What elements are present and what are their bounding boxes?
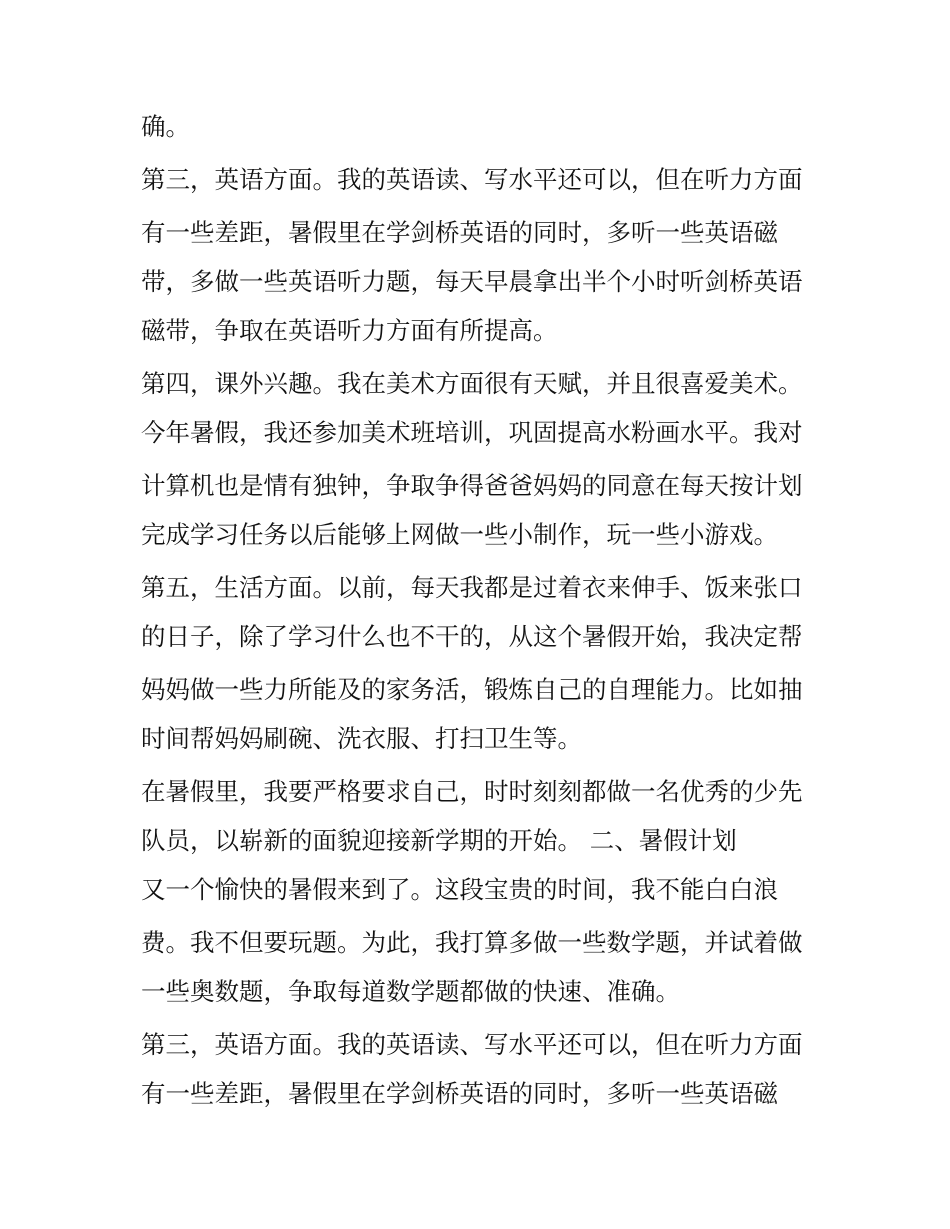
text-line: 第四，课外兴趣。我在美术方面很有天赋，并且很喜爱美术。 (141, 369, 803, 398)
text-line: 费。我不但要玩题。为此，我打算多做一些数学题，并试着做 (141, 928, 803, 957)
text-line: 第三，英语方面。我的英语读、写水平还可以，但在听力方面 (141, 1030, 803, 1059)
text-line: 确。 (141, 112, 190, 141)
text-line: 队员，以崭新的面貌迎接新学期的开始。 二、暑假计划 (141, 826, 737, 855)
text-line: 在暑假里，我要严格要求自己，时时刻刻都做一名优秀的少先 (141, 777, 803, 806)
text-line: 又一个愉快的暑假来到了。这段宝贵的时间，我不能白白浪 (141, 875, 778, 904)
text-line: 第五，生活方面。以前，每天我都是过着衣来伸手、饭来张口 (141, 573, 803, 602)
text-line: 的日子，除了学习什么也不干的，从这个暑假开始，我决定帮 (141, 622, 803, 651)
text-line: 计算机也是情有独钟，争取争得爸爸妈妈的同意在每天按计划 (141, 471, 803, 500)
text-line: 今年暑假，我还参加美术班培训，巩固提高水粉画水平。我对 (141, 418, 803, 447)
text-line: 带，多做一些英语听力题，每天早晨拿出半个小时听剑桥英语 (141, 267, 803, 296)
text-line: 有一些差距，暑假里在学剑桥英语的同时，多听一些英语磁 (141, 1079, 778, 1108)
text-line: 时间帮妈妈刷碗、洗衣服、打扫卫生等。 (141, 724, 582, 753)
text-line: 一些奥数题，争取每道数学题都做的快速、准确。 (141, 977, 680, 1006)
text-line: 妈妈做一些力所能及的家务活，锻炼自己的自理能力。比如抽 (141, 675, 803, 704)
text-line: 完成学习任务以后能够上网做一些小制作，玩一些小游戏。 (141, 520, 778, 549)
text-line: 第三，英语方面。我的英语读、写水平还可以，但在听力方面 (141, 165, 803, 194)
text-line: 磁带，争取在英语听力方面有所提高。 (141, 316, 558, 345)
text-line: 有一些差距，暑假里在学剑桥英语的同时，多听一些英语磁 (141, 218, 778, 247)
